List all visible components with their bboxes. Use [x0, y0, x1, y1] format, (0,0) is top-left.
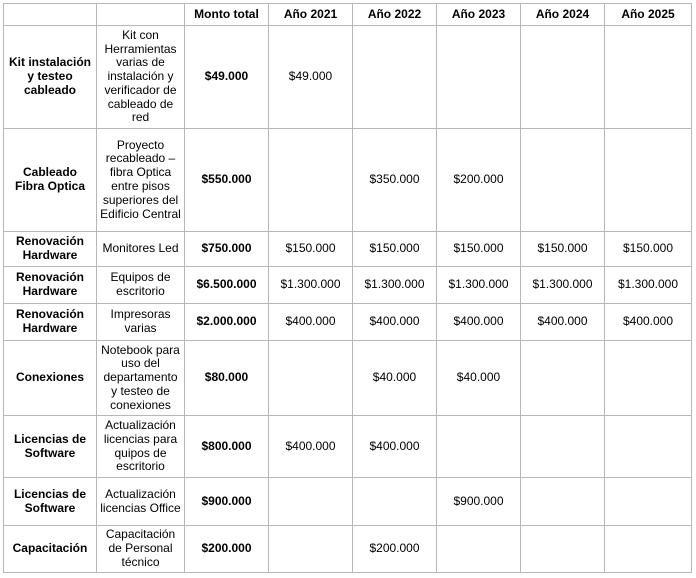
header-cell-description: [97, 4, 185, 26]
year-2021-cell: $400.000: [269, 416, 353, 478]
description-cell: Proyecto recableado – fibra Optica entre pisos superiores del Edificio Central: [97, 129, 185, 232]
table-row: [4, 26, 692, 129]
year-2024-cell: [521, 416, 605, 478]
table-row: [4, 526, 692, 573]
total-cell: $6.500.000: [185, 267, 269, 304]
description-cell: Kit con Herramientas varias de instalación y verificador de cableado de red: [97, 26, 185, 129]
header-row: [4, 4, 692, 26]
table-row: [4, 129, 692, 232]
year-2021-cell: [269, 478, 353, 526]
description-cell: Actualización licencias para quipos de escritorio: [97, 416, 185, 478]
description-cell: Actualización licencias Office: [97, 478, 185, 526]
table-row: [4, 341, 692, 416]
description-cell: Capacitación de Personal técnico: [97, 526, 185, 573]
year-2024-cell: $400.000: [521, 304, 605, 341]
header-cell-2025: Año 2025: [605, 4, 692, 26]
year-2024-cell: [521, 341, 605, 416]
header-cell-2021: Año 2021: [269, 4, 353, 26]
total-cell: $2.000.000: [185, 304, 269, 341]
year-2023-cell: [437, 26, 521, 129]
total-cell: $200.000: [185, 526, 269, 573]
year-2024-cell: [521, 26, 605, 129]
category-cell: Conexiones: [4, 341, 97, 416]
year-2021-cell: $49.000: [269, 26, 353, 129]
year-2025-cell: $1.300.000: [605, 267, 692, 304]
total-cell: $800.000: [185, 416, 269, 478]
table-row: [4, 478, 692, 526]
category-cell: Renovación Hardware: [4, 267, 97, 304]
category-cell: Renovación Hardware: [4, 232, 97, 267]
description-cell: Notebook para uso del departamento y testeo de conexiones: [97, 341, 185, 416]
year-2025-cell: $150.000: [605, 232, 692, 267]
header-cell-2024: Año 2024: [521, 4, 605, 26]
year-2025-cell: [605, 129, 692, 232]
total-cell: $49.000: [185, 26, 269, 129]
description-cell: Equipos de escritorio: [97, 267, 185, 304]
year-2022-cell: [353, 478, 437, 526]
category-cell: Capacitación: [4, 526, 97, 573]
category-cell: Cableado Fibra Optica: [4, 129, 97, 232]
year-2024-cell: $150.000: [521, 232, 605, 267]
category-cell: Licencias de Software: [4, 416, 97, 478]
table-row: [4, 416, 692, 478]
year-2022-cell: [353, 26, 437, 129]
year-2023-cell: $400.000: [437, 304, 521, 341]
budget-table: [3, 3, 692, 573]
table-row: [4, 304, 692, 341]
category-cell: Renovación Hardware: [4, 304, 97, 341]
year-2025-cell: $400.000: [605, 304, 692, 341]
year-2023-cell: $150.000: [437, 232, 521, 267]
year-2023-cell: $40.000: [437, 341, 521, 416]
year-2024-cell: $1.300.000: [521, 267, 605, 304]
header-cell-category: [4, 4, 97, 26]
year-2023-cell: $900.000: [437, 478, 521, 526]
year-2023-cell: $1.300.000: [437, 267, 521, 304]
description-cell: Monitores Led: [97, 232, 185, 267]
year-2022-cell: $400.000: [353, 304, 437, 341]
table-row: [4, 232, 692, 267]
header-cell-total: Monto total: [185, 4, 269, 26]
year-2021-cell: [269, 129, 353, 232]
category-cell: Kit instalación y testeo cableado: [4, 26, 97, 129]
year-2021-cell: $400.000: [269, 304, 353, 341]
total-cell: $550.000: [185, 129, 269, 232]
header-cell-2023: Año 2023: [437, 4, 521, 26]
year-2022-cell: $350.000: [353, 129, 437, 232]
year-2022-cell: $400.000: [353, 416, 437, 478]
year-2024-cell: [521, 526, 605, 573]
year-2025-cell: [605, 341, 692, 416]
year-2022-cell: $40.000: [353, 341, 437, 416]
year-2022-cell: $1.300.000: [353, 267, 437, 304]
year-2021-cell: $1.300.000: [269, 267, 353, 304]
category-cell: Licencias de Software: [4, 478, 97, 526]
year-2024-cell: [521, 129, 605, 232]
year-2023-cell: [437, 526, 521, 573]
year-2023-cell: $200.000: [437, 129, 521, 232]
description-cell: Impresoras varias: [97, 304, 185, 341]
year-2023-cell: [437, 416, 521, 478]
year-2021-cell: [269, 341, 353, 416]
header-cell-2022: Año 2022: [353, 4, 437, 26]
year-2025-cell: [605, 416, 692, 478]
table-row: [4, 267, 692, 304]
year-2021-cell: $150.000: [269, 232, 353, 267]
total-cell: $750.000: [185, 232, 269, 267]
year-2024-cell: [521, 478, 605, 526]
year-2025-cell: [605, 26, 692, 129]
year-2022-cell: $150.000: [353, 232, 437, 267]
year-2021-cell: [269, 526, 353, 573]
total-cell: $900.000: [185, 478, 269, 526]
total-cell: $80.000: [185, 341, 269, 416]
year-2022-cell: $200.000: [353, 526, 437, 573]
year-2025-cell: [605, 526, 692, 573]
year-2025-cell: [605, 478, 692, 526]
